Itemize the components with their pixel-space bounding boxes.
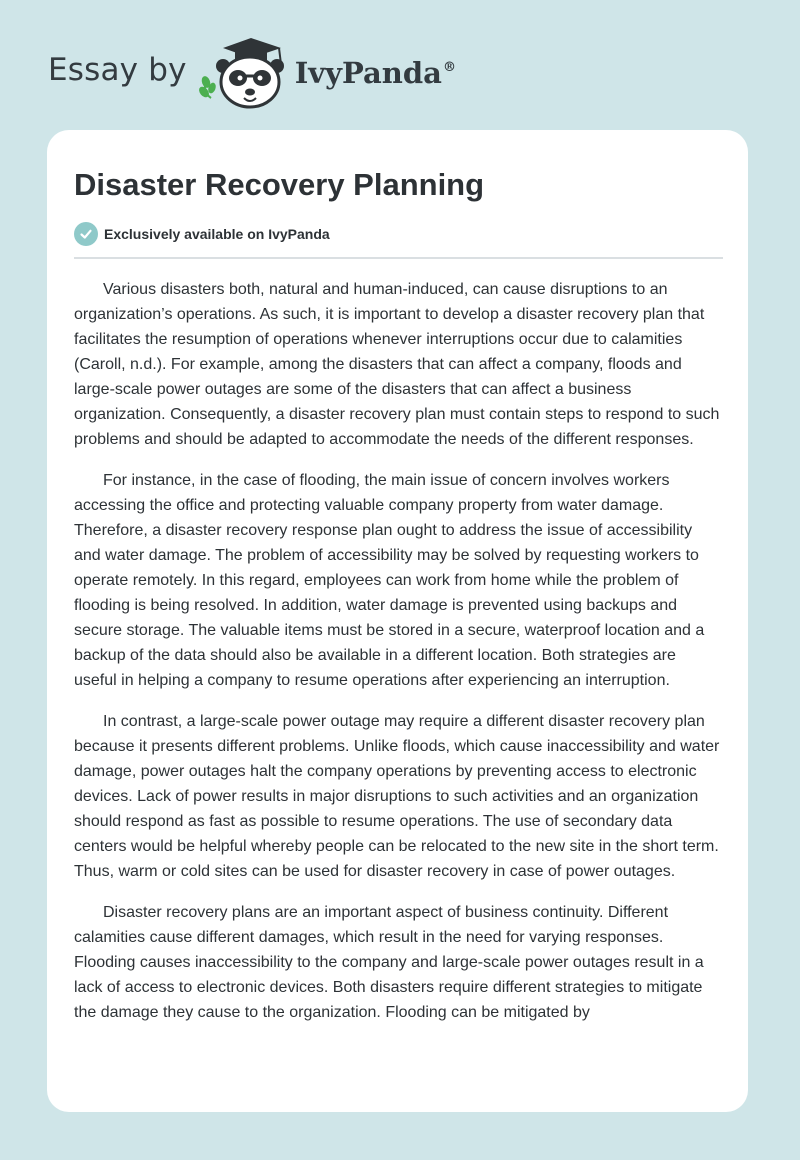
brand-text: IvyPanda: [294, 56, 442, 90]
essay-body: [74, 277, 723, 1025]
paragraph: Various disasters both, natural and human-induced, can cause disruptions to an organization’s operations. As such, it is important to develop a disaster recovery plan that facilitates the resumption of operations whenever interruptions occur due to calamities (Caroll, n.d.). For example, among the disasters that can affect a company, floods and large-scale power outages are some of the disasters that can affect a business organization. Consequently, a disaster recovery plan must contain steps to respond to such problems and should be adapted to accommodate the needs of the different responses.: [74, 281, 720, 448]
site-header: [48, 36, 456, 110]
paragraph: For instance, in the case of flooding, the main issue of concern involves workers accessing the office and protecting valuable company property from water damage. Therefore, a disaster recovery response plan ought to address the issue of accessibility and water damage. The problem of accessibility may be solved by requesting workers to operate remotely. In this regard, employees can work from home while the problem of flooding is being resolved. In addition, water damage is prevented using backups and secure storage. The valuable items must be stored in a secure, waterproof location and a backup of the data should also be available in a different location. Both strategies are useful in helping a company to resume operations after experiencing an interruption.: [74, 472, 705, 689]
paragraph: In contrast, a large-scale power outage may require a different disaster recovery plan because it presents different problems. Unlike floods, which cause inaccessibility and water damage, power outages halt the company operations by preventing access to electronic devices. Lack of power results in major disruptions to such activities and an organization should respond as fast as possible to resume operations. The use of secondary data centers would be helpful whereby people can be relocated to the new site in the short term. Thus, warm or cold sites can be used for disaster recovery in case of power outages.: [74, 713, 720, 880]
essay-by-label: Essay by: [48, 52, 187, 88]
check-icon: [74, 222, 98, 246]
panda-graduate-icon[interactable]: [199, 36, 291, 110]
essay-content: [74, 166, 723, 1041]
exclusive-badge: [74, 222, 723, 246]
essay-card: [47, 130, 748, 1112]
exclusive-label: Exclusively available on IvyPanda: [104, 226, 330, 242]
brand-name[interactable]: [295, 56, 456, 90]
paragraph: Disaster recovery plans are an important aspect of business continuity. Different calamities cause different damages, which result in the need for varying responses. Flooding causes inaccessibility to the company and large-scale power outages result in a lack of access to electronic devices. Both disasters require different strategies to mitigate the damage they cause to the organization. Flooding can be mitigated by: [74, 904, 704, 1021]
essay-title: Disaster Recovery Planning: [74, 167, 485, 202]
title-divider: [74, 257, 723, 259]
registered-mark: ®: [442, 60, 456, 75]
